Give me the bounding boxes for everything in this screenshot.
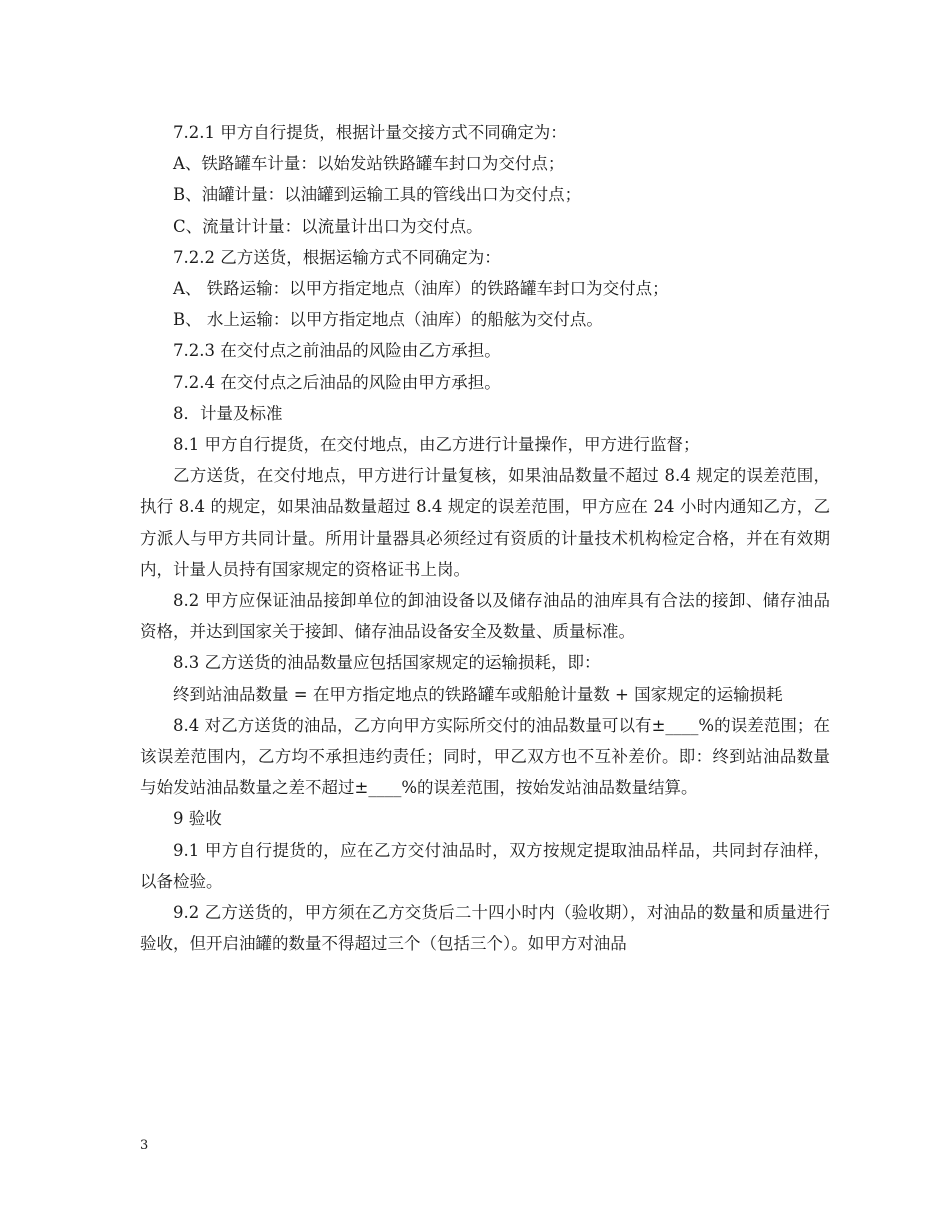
clause-7-2-4: 7.2.4 在交付点之后油品的风险由甲方承担。 xyxy=(173,372,501,392)
clause-7-2-3: 7.2.3 在交付点之前油品的风险由乙方承担。 xyxy=(173,341,501,361)
clause-9-2: 9.2 乙方送货的，甲方须在乙方交货后二十四小时内（验收期），对油品的数量和质量进行验收，但开启油罐的数量不得超过三个（包括三个）。如甲方对油品 xyxy=(140,903,830,954)
clause-7-2-2: 7.2.2 乙方送货，根据运输方式不同确定为： xyxy=(173,247,501,267)
page-number: 3 xyxy=(140,1138,149,1153)
clause-7-2-2-a: A、 铁路运输：以甲方指定地点（油库）的铁路罐车封口为交付点； xyxy=(173,279,669,299)
clause-8-1: 8.1 甲方自行提货，在交付地点，由乙方进行计量操作，甲方进行监督； xyxy=(173,435,700,455)
clause-8-1-delivery: 乙方送货，在交付地点，甲方进行计量复核，如果油品数量不超过 8.4 规定的误差范围，执行 8.4 的规定，如果油品数量超过 8.4 规定的误差范围，甲方应在 24 小时内通知乙方，乙方派人与甲方共同计量。所用计量器具必须经过有资质的计量技术机构检定合格，并在有效期内，计量人员持有国家规定的资格证书上岗。 xyxy=(140,466,830,579)
document-body xyxy=(140,117,830,959)
clause-8-3: 8.3 乙方送货的油品数量应包括国家规定的运输损耗，即： xyxy=(173,653,601,673)
clause-9-1: 9.1 甲方自行提货的，应在乙方交付油品时，双方按规定提取油品样品，共同封存油样，以备检验。 xyxy=(140,840,830,891)
section-8-heading: 8．计量及标准 xyxy=(173,403,283,423)
section-9-heading: 9 验收 xyxy=(173,809,222,829)
clause-7-2-1-c: C、流量计计量：以流量计出口为交付点。 xyxy=(173,216,483,236)
clause-7-2-1: 7.2.1 甲方自行提货，根据计量交接方式不同确定为： xyxy=(173,123,567,142)
clause-7-2-1-a: A、铁路罐车计量：以始发站铁路罐车封口为交付点； xyxy=(173,154,565,174)
clause-7-2-2-b: B、 水上运输：以甲方指定地点（油库）的船舷为交付点。 xyxy=(173,310,603,330)
clause-8-2: 8.2 甲方应保证油品接卸单位的卸油设备以及储存油品的油库具有合法的接卸、储存油品资格，并达到国家关于接卸、储存油品设备安全及数量、质量标准。 xyxy=(140,591,830,642)
clause-7-2-1-b: B、油罐计量：以油罐到运输工具的管线出口为交付点； xyxy=(173,185,582,205)
clause-8-3-formula: 终到站油品数量 = 在甲方指定地点的铁路罐车或船舱计量数 + 国家规定的运输损耗 xyxy=(173,684,783,704)
clause-8-4: 8.4 对乙方送货的油品，乙方向甲方实际所交付的油品数量可以有±____%的误差范围；在该误差范围内，乙方均不承担违约责任；同时，甲乙双方也不互补差价。即：终到站油品数量与始发站油品数量之差不超过±____%的误差范围，按始发站油品数量结算。 xyxy=(140,715,830,798)
